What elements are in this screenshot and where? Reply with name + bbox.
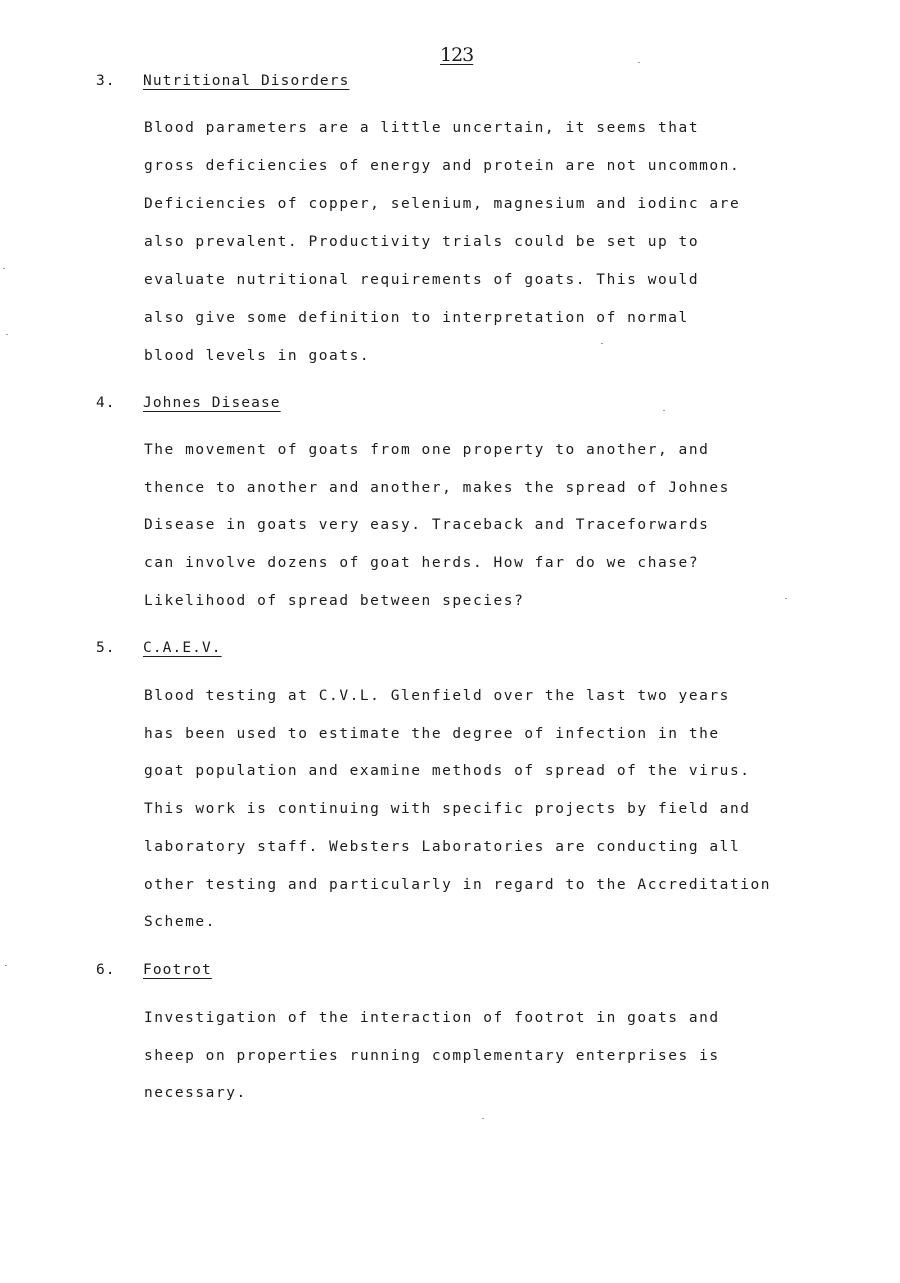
paragraph-line: Blood testing at C.V.L. Glenfield over the last two years bbox=[144, 688, 730, 704]
section-heading: Johnes Disease bbox=[143, 395, 281, 411]
paragraph-line: goat population and examine methods of spread of the virus. bbox=[144, 763, 751, 779]
paragraph-line: other testing and particularly in regard to the Accreditation bbox=[144, 877, 772, 893]
paragraph-line: Deficiencies of copper, selenium, magnesium and iodinc are bbox=[144, 196, 741, 212]
paragraph-line: thence to another and another, makes the spread of Johnes bbox=[144, 480, 730, 496]
paragraph-line: Scheme. bbox=[144, 914, 216, 930]
scan-speck bbox=[6, 334, 8, 335]
scan-speck bbox=[663, 410, 665, 411]
scan-speck bbox=[3, 268, 5, 269]
section-number: 3. bbox=[96, 73, 116, 89]
paragraph-line: gross deficiencies of energy and protein are not uncommon. bbox=[144, 158, 741, 174]
section-number: 4. bbox=[96, 395, 116, 411]
paragraph-line: can involve dozens of goat herds. How far do we chase? bbox=[144, 555, 700, 571]
section-heading: C.A.E.V. bbox=[143, 640, 222, 656]
paragraph-line: also give some definition to interpretation of normal bbox=[144, 310, 689, 326]
paragraph-line: Disease in goats very easy. Traceback and Traceforwards bbox=[144, 517, 710, 533]
paragraph-line: Blood parameters are a little uncertain, it seems that bbox=[144, 120, 700, 136]
section-heading: Footrot bbox=[143, 962, 212, 978]
paragraph-line: evaluate nutritional requirements of goats. This would bbox=[144, 272, 700, 288]
scan-speck bbox=[785, 598, 787, 599]
paragraph-line: necessary. bbox=[144, 1085, 247, 1101]
scan-speck bbox=[5, 965, 7, 966]
paragraph-line: The movement of goats from one property to another, and bbox=[144, 442, 710, 458]
paragraph-line: Investigation of the interaction of footrot in goats and bbox=[144, 1010, 720, 1026]
paragraph-line: has been used to estimate the degree of infection in the bbox=[144, 726, 720, 742]
paragraph-line: This work is continuing with specific projects by field and bbox=[144, 801, 751, 817]
paragraph-line: laboratory staff. Websters Laboratories are conducting all bbox=[144, 839, 741, 855]
scan-speck bbox=[638, 62, 640, 63]
section-heading: Nutritional Disorders bbox=[143, 73, 350, 89]
section-number: 6. bbox=[96, 962, 116, 978]
page-number: 123 bbox=[440, 44, 474, 66]
section-number: 5. bbox=[96, 640, 116, 656]
scan-speck bbox=[482, 1118, 484, 1119]
paragraph-line: blood levels in goats. bbox=[144, 348, 371, 364]
paragraph-line: sheep on properties running complementary enterprises is bbox=[144, 1048, 720, 1064]
paragraph-line: Likelihood of spread between species? bbox=[144, 593, 525, 609]
paragraph-line: also prevalent. Productivity trials could be set up to bbox=[144, 234, 700, 250]
scan-speck bbox=[601, 343, 603, 344]
